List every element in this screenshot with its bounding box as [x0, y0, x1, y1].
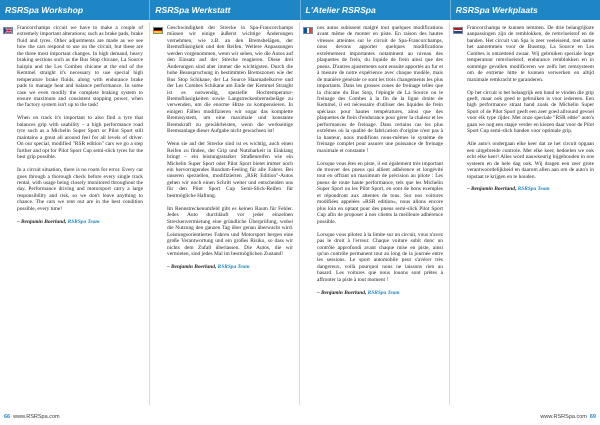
- signature-author: – Benjamin Boerland,: [167, 263, 218, 270]
- column-dutch: [450, 22, 600, 405]
- paragraph: In a circuit situation, there is no room for error. Every car goes through a thorough check before every single track rental, with usage being closely monitored throughout the day. Performance driving and motorsport carry a large responsibility and risk, so we don't leave anything to chance. The cars we rent out are in the best condition possible, every time!: [17, 167, 143, 212]
- page-number-right: 69: [589, 414, 596, 420]
- column-title-dutch: RSRSpa Werkplaats: [455, 5, 538, 15]
- header-bar: [0, 0, 600, 20]
- column-english: [0, 22, 150, 405]
- paragraph: Alle auto's ondergaan elke keer dat ze het circuit opgaan een uitgebreide controle. Met elke keer, bedoelen we ook echt elke keer! Alles word nauwkeurig bijgehouden in ons systeem en de hele dag ook. Wij dragen een zeer grote verantwoordelijkheid en daarom allen aan om de auto's in topstaat te krijgen en te houden.: [467, 141, 594, 180]
- paragraph: Francorchamps circuit we have to make a couple of extremely important alterations; such as brake pads, brake fluid and tyres. Other adjustments are made as we see how the cars respond to use on the circuit, but these are the three most important changes. In high demand, heavy braking sections such as the Bus Stop chicane, La Source hairpin and the Les Combes chicane at the end of the Kemmel straight it's necessary to use special high temperature brake fluids, along with endurance brake pads to manage heat and balance performance. In some case we even modify the complete braking system to ensure maximum and consistent stopping power, when the factory system isn't up to the task!: [17, 25, 143, 109]
- signature-team: RSRSpa Team: [367, 289, 400, 296]
- signature: [167, 264, 293, 270]
- dutch-flag-icon: [453, 27, 463, 34]
- paragraph: When on track it's important to also find a tyre that balances grip with usability – a high performance road tyre such as a Michelin Super Sport or Pilot Sport still maintains a great all around feel for all levels of driver. On our special, modified "RSR edition" cars we go a step further and opt for Pilot Sport Cup semi-slick tyres for the best grip possible.: [17, 115, 143, 161]
- signature: [467, 186, 594, 192]
- paragraph: Francorchamps te kunnen temmen. De drie belangrijkste aanpassingen zijn de remblokken, de remvloeistof en de banden. Het circuit van Spa is zeer veeleisend, met name het aanremmen voor de Busstop, La Source en Les Combes is ontzettend zwaar. Wij gebruiken speciale hoge temperatuur remvloeistof, endurance remblokken en in sommige gevallen modificeren we zelfs het remsysteem om de extreme hitte te kunnen verwerken en altijd maximale remkracht te garanderen.: [467, 25, 594, 83]
- column-german: [150, 22, 300, 405]
- signature-team: RSRSpa Team: [217, 263, 250, 270]
- footer-right: [540, 414, 596, 420]
- paragraph: Lorsque vous pilotez à la limite sur un circuit, vous n'avez pas le droit à l'erreur. Chaque voiture subit donc un contrôle approfondi avant chaque mise en piste, ainsi qu'un contrôle permanent tout au long de la journée entre les sessions. Le sport automobile peut s'avérer très dangereux, voilà pourquoi nous ne laissons rien au hasard. Les voitures que nous louons sont prêtes à affronter la piste à tout moment !: [317, 231, 443, 283]
- german-flag-icon: [153, 27, 163, 34]
- article-columns: [0, 22, 600, 405]
- uk-flag-icon: [3, 27, 13, 34]
- paragraph: nos autos subissent malgré tout quelques modifications avant même de monter en piste. En raison des hautes vitesses atteintes sur le circuit de Spa-Francorchamps, nous devons apporter quelques modifications extrêmement importantes notamment au niveau des plaquettes de frein, du liquide de frein ainsi que des pneus. D'autres ajustements sont ensuite apportés au fur et à mesure de notre expérience avec chaque modèle, mais de manière générale ce sont les trois changements les plus importants. Dans les grosses zones de freinage telles que la chicane du Bus Stop, l'épingle de La Source ou le freinage des Combes à la fin de la ligne droite de Kemmel, il est nécessaire d'utiliser des liquides de frein spéciaux pour hautes températures, ainsi que des plaquettes de frein d'endurance pour gérer la chaleur et les performances de freinage. Dans certains cas les plus extrêmes où la qualité de fabrication d'origine n'est pas à la hauteur, nous modifions nous-mêmes le système de freinage complet pour assurer une puissance de freinage maximale et constante !: [317, 25, 443, 154]
- column-title-german: RSRSpa Werkstatt: [150, 0, 300, 20]
- footer-left: [4, 414, 60, 420]
- column-title-french: L'Atelier RSRSpa: [301, 0, 451, 20]
- footer-url-right[interactable]: www.RSRSpa.com: [540, 414, 587, 420]
- paragraph: Lorsque vous êtes en piste, il est également très important de trouver des pneus qui allient adhérence et longévité tout en offrant un maximum de précision au pilote : Les pneus de route haute performance, tels que les Michelin Super Sport ou les Pilot Sport, en sont de bons exemples et répondront aux attentes de tous. Sur nos voitures modifiées appelées «RSR edition», nous allons encore plus loin en optant pour des pneus semi-slick Pilot Sport Cup afin de proposer à nos clients la meilleure adhérence possible.: [317, 160, 443, 225]
- signature-team: RSRSpa Team: [517, 186, 550, 193]
- column-french: [300, 22, 450, 405]
- column-title-english: RSRSpa Workshop: [0, 0, 150, 20]
- paragraph: Wenn sie auf der Strecke sind ist es wichtig, auch einen Reifen zu finden, der Grip und Nutzbarkeit in Einklang bringt – ein leistungsstarker Straßenreifen wie ein Michelin Super Sport oder Pilot Sport bietet immer noch ein hervorragendes Rundum-Feeling für alle Fahrer. Bei unseren speziellen, modifizierten „RSR Edition"-Autos gehen wir noch einen Schritt weiter und entscheiden uns für den Pilot Sport Cup Semi-Slick-Reifen für bestmögliche Haftung.: [167, 141, 293, 199]
- paragraph: Im Rennstreckenumfeld gibt es keinen Raum für Fehler. Jedes Auto durchläuft vor jeder einzelnen Streckenvermietung eine gründliche Überprüfung, wobei die Nutzung den ganzen Tag über genau überwacht wird. Leistungsorientiertes Fahren und Motorsport bergen eine große Verantwortung und ein großes Risiko, so dass wir nichts dem Zufall überlassen. Die Autos, die wir vermieten, sind jedes Mal im bestmöglichen Zustand!: [167, 205, 293, 257]
- signature: [17, 219, 143, 225]
- paragraph: Geschwindigkeit der Strecke in Spa-Francorchamps müssen wir einige äußerst wichtige Änderungen vornehmen, wie z.B. an den Bremsbelägen, der Bremsflüssigkeit und den Reifen. Weitere Anpassungen werden vorgenommen, wenn wir sehen, wie die Autos auf den Einsatz auf der Strecke reagieren. Diese drei Änderungen sind aber immer die wichtigsten. Durch die hohe Beanspruchung in bestimmten Bremszonen wie der Bus Stop Schikane, der La Source Haarnadelkurve und der Les Combes Schikane am Ende der Kemmel Straight ist es notwendig, spezielle Hochtemperatur-Bremsflüssigkeiten sowie Langstreckenbremsbeläge zu verwenden, um die enorme Hitze zu kompensieren. In einigen Fällen modifizieren wir sogar das komplette Bremssystem, um eine maximale und konstante Bremskraft zu gewährleisten, wenn die werkseitige Bremsanlage dieser Aufgabe nicht gewachsen ist!: [167, 25, 293, 135]
- page-number-left: 66: [4, 414, 11, 420]
- french-flag-icon: [303, 27, 313, 34]
- footer-url-left[interactable]: www.RSRSpa.com: [13, 414, 60, 420]
- paragraph: Op het circuit is het belangrijk een band te vinden die grip geeft, maar ook goed te gebruiken is voor iedereen. Een high performance straat band zoals de Michelin Super Sport of de Pilot Sport geeft een zeer goed allround gevoel voor elk type rijder. Met onze speciale "RSR edtie" auto's gaan we nog een stapje verder en kiezen daar voor de Pilot Sport Cup semi-slick banden voor optimale grip.: [467, 89, 594, 135]
- signature-team: RSRSpa Team: [67, 218, 100, 225]
- page-footer: [0, 410, 600, 425]
- signature-author: – Benjamin Boerland,: [17, 218, 68, 225]
- signature-author: – Benjamin Boerland,: [317, 289, 368, 296]
- signature: [317, 290, 443, 296]
- signature-author: – Benjamin Boerland,: [467, 186, 518, 193]
